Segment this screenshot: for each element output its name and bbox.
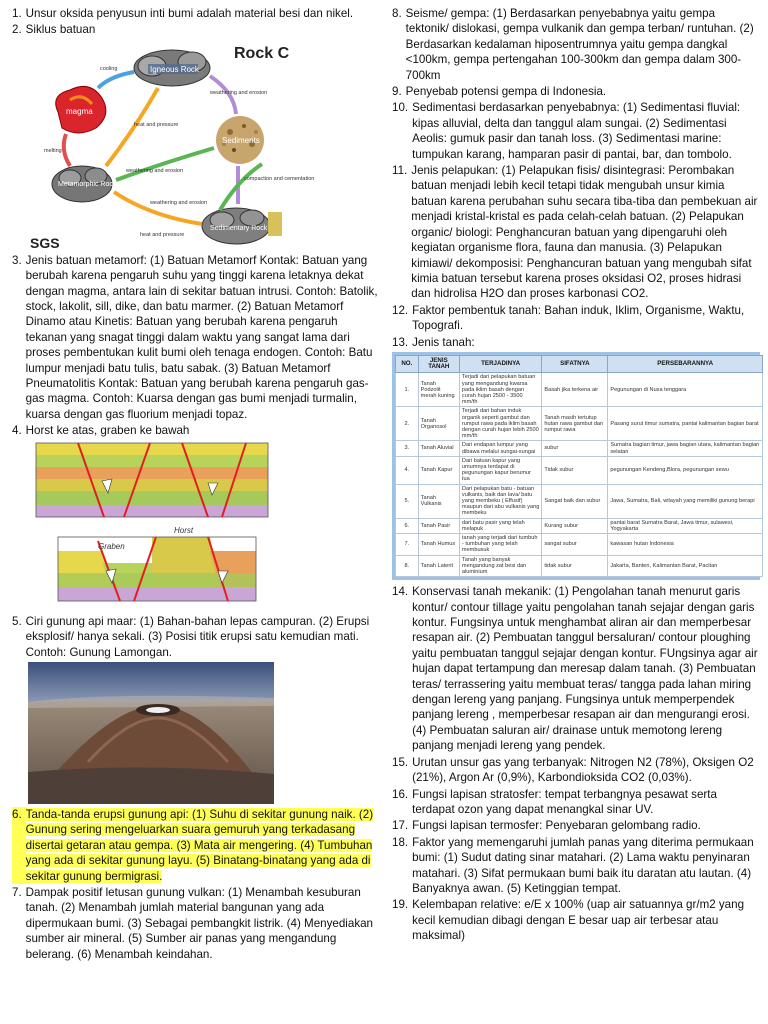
maar-volcano-photo xyxy=(28,662,274,804)
rock-cycle-title: Rock C xyxy=(234,44,290,62)
table-row xyxy=(396,518,763,533)
list-item-4 xyxy=(12,423,378,438)
item-text: Sedimentasi berdasarkan penyebabnya: (1) Sedimentasi fluvial: kipas alluvial, delta dan tanggul alam sungai. (2) Sedimentasi Aeolis: gumuk pasir dan tanah loss. (3) Sedimentasi marine: tumpukan karang, hamparan pasir di pantai, bar, dan tombolo. xyxy=(412,101,741,161)
fault-block-bottom xyxy=(58,537,256,601)
table-cell: Tanah masih tertutup hutan rawa gambut dan rumput rawa xyxy=(542,407,608,441)
list-item-12 xyxy=(392,303,760,334)
item-text: Seisme/ gempa: (1) Berdasarkan penyebabnya yaitu gempa tektonik/ dislokasi, gempa vulkanik dan gempa terban/ runtuhan. (2) Berdasarkan kedalaman hiposentrumnya yaitu gempa dangkal <100km, gempa pertengahan 100-300km dan gempa dalam 300-700km xyxy=(405,7,754,82)
table-cell: Dari endapan lumpur yang dibawa melalui sungai-sungai xyxy=(459,441,541,456)
list-item-5 xyxy=(12,614,378,660)
item-number: 10. xyxy=(392,101,409,115)
item-number: 19. xyxy=(392,898,409,912)
table-cell: 1. xyxy=(396,373,419,407)
table-cell: Terjadi dari bahan induk organik seperti gambut dan rumput rawa pada iklim basah dengan curah hujan lebih 2500 mm/th xyxy=(459,407,541,441)
table-cell: tidak subur xyxy=(542,555,608,577)
item-number: 16. xyxy=(392,787,409,801)
table-cell: Pegunungan di Nusa tenggara xyxy=(608,373,763,407)
list-item-8 xyxy=(392,6,760,83)
metamorphic-label: Metamorphic Rock xyxy=(58,180,117,188)
label-heat-pressure-2: heat and pressure xyxy=(140,231,185,238)
table-cell: Tanah Humus xyxy=(418,534,459,556)
table-cell: 2. xyxy=(396,407,419,441)
horst-graben-diagram xyxy=(32,441,272,611)
table-cell: sangat subur xyxy=(542,534,608,556)
volcano-image xyxy=(28,662,274,804)
item-text: Faktor yang memengaruhi jumlah panas yang diterima permukaan bumi: (1) Sudut dating sinar matahari. (2) Lama waktu penyinaran matahari. (3) Sifat permukaan bumi baik itu daratan atu lautan. (4) Banyaknya awan. (5) Ketinggian tempat. xyxy=(412,835,754,895)
header-sifatnya: SIFATNYA xyxy=(542,355,608,372)
item-text: Konservasi tanah mekanik: (1) Pengolahan tanah menurut garis kontur/ contour tillage yaitu pengolahan tanah sejajar dengan garis kontur. Fungsinya untuk menghambat aliran air dan memperbesar resapan air. (2) Pembuatan tanggul bersaluran/ contour ploughing yaitu pembuatan tanggul sejajar dengan kontur. FUngsinya agar air hujan dapat tertampung dan meresap dalam tanah. (3) Pembuatan teras/ terrassering yaitu membuat teras/ tangga pada lahan miring dengan lereng yang panjang. Fungsinya untuk memperpendek panjang lereng , memperbesar resapan air dan mengurangi erosi. (4) Pembuatan saluran air/ drainase untuk memotong lereng panjang menjadi lereng yang pendek. xyxy=(412,585,758,753)
item-text: Dampak positif letusan gunung vulkan: (1) Menambah kesuburan tanah. (2) Menambah jumlah material bangunan yang ada dipermukaan bumi. (3) Sebagai pembangkit listrik. (4) Menyediakan sumber air mineral. (5) Sumber air panas yang mengandung belerang. (6) Menambah keindahan. xyxy=(25,885,374,961)
item-text: Jenis pelapukan: (1) Pelapukan fisis/ disintegrasi: Perombakan batuan menjadi lebih kecil tetapi tidak mengubah unsur kimia batuan karena perubahan suhu secara tiba-tiba dan pembekuan air menjadi kristal-kristal es pada celah-celah batuan. (2) Pelapukan organic/ biologi: Penghancuran batuan yang dipengaruhi oleh kegiatan organisme flora, fauna dan manusia. (3) Pelapukan kimiawi/ dekomposisi: Penghancuran batuan yang mengubah sifat kimia batuan tersebut karena proses oksidasi O2, proses hidrasi dan hidrolisa H2O dan proses karbonasi CO2. xyxy=(411,164,758,301)
table-row xyxy=(396,534,763,556)
item-text: Unsur oksida penyusun inti bumi adalah material besi dan nikel. xyxy=(25,7,354,20)
header-jenis: JENIS TANAH xyxy=(418,355,459,372)
table-header-row xyxy=(396,355,763,372)
label-weathering-3: weathering and erosion xyxy=(150,199,208,206)
table-cell: Sangat baik dan subur xyxy=(542,484,608,518)
table-cell: Tanah Pasir xyxy=(418,518,459,533)
table-cell: Tanah Vulkanis xyxy=(418,484,459,518)
label-weathering-1: weathering and erosion xyxy=(210,89,268,96)
table-cell: Sumatra bagian timur, jawa bagian utara, kalimantan bagian selatan xyxy=(608,441,763,456)
item-text: Fungsi lapisan termosfer: Penyebaran gelombang radio. xyxy=(412,819,701,833)
table-cell: Pasang surut timur sumatra, pantai kalimantan bagian barat xyxy=(608,407,763,441)
item-number: 18. xyxy=(392,835,409,849)
header-terjadinya: TERJADINYA xyxy=(459,355,541,372)
table-row xyxy=(396,407,763,441)
rock-cycle-footer: SGS xyxy=(30,234,60,251)
table-cell: subur xyxy=(542,441,608,456)
table-cell: 3. xyxy=(396,441,419,456)
rock-cycle-diagram xyxy=(30,40,315,251)
soil-table-frame xyxy=(392,352,760,580)
list-item-14 xyxy=(392,584,760,753)
table-cell: dari batu pasir yang telah melapuk xyxy=(459,518,541,533)
item-number: 3. xyxy=(12,253,22,267)
item-text: Fungsi lapisan stratosfer: tempat terbangnya pesawat serta terdapat ozon yang dapat menangkal sinar UV. xyxy=(412,787,717,816)
item-number: 5. xyxy=(12,614,22,628)
item-text: Jenis batuan metamorf: (1) Batuan Metamorf Kontak: Batuan yang berubah karena pengaruh suhu yang tinggi karena letaknya dekat dengan magma, antara lain di sekitar batuan intrusi. Contoh: Batolik, stock, lakolit, sill, dike, dan batu marmer. (2) Batuan Metamorf Dinamo atau Kinetis: Batuan yang berubah karena pengaruh tekanan yang snagat tinggi dalam waktu yang sangat lama dari proses pembentukan kulit bumi oleh tenaga endogen. Contoh: Batu lumpur menjadi batu tulis, batu sabak. (3) Batuan Metamorf Pneumatolitis Kontak: Batuan yang berubah karena pengaruh gas-gas magma. Contoh: Kuarsa dengan gas bumi menjadi turmalin, kuarsa dengan gas fluorium menjadi topaz. xyxy=(25,253,378,421)
list-item-11 xyxy=(392,163,760,302)
table-cell: kawasan hutan Indonesia xyxy=(608,534,763,556)
item-number: 6. xyxy=(12,807,26,884)
table-row xyxy=(396,456,763,484)
table-cell: Tanah Kapur xyxy=(418,456,459,484)
label-weathering-2: weathering and erosion xyxy=(126,167,184,174)
item-text: Kelembapan relative: e/E x 100% (uap air satuannya gr/m2 yang kecil kemudian dibagi dengan E besar uap air terbesar atau maksimal) xyxy=(412,898,745,943)
label-melting: melting xyxy=(44,147,62,154)
list-item-2 xyxy=(12,22,378,37)
list-item-16 xyxy=(392,787,760,818)
label-heat-pressure-1: heat and pressure xyxy=(134,121,179,128)
item-text: Ciri gunung api maar: (1) Bahan-bahan lepas campuran. (2) Erupsi eksplosif/ hanya sekali. (3) Posisi titik erupsi satu kemudian mati. Contoh: Gunung Lamongan. xyxy=(25,614,370,659)
list-item-6 xyxy=(12,807,378,884)
list-item-7 xyxy=(12,885,378,962)
highlighted-text: Tanda-tanda erupsi gunung api: (1) Suhu di sekitar gunung naik. (2) Gunung sering mengeluarkan suara gemuruh yang terkadasang disertai getaran atau gempa. (3) Mata air mengering. (4) Tumbuhan yang ada di sekitar gunung layu. (5) Binatang-binatang yang ada di sekitar gunung bermigrasi. xyxy=(25,807,374,883)
table-cell: Tanah yang banyak mengandung zat besi dan aluminium xyxy=(459,555,541,577)
table-cell: 8. xyxy=(396,555,419,577)
label-compaction: compaction and cementation xyxy=(244,175,315,182)
table-cell: Dari pelapukan batu - batuan vulkanis, baik dan lava/ batu yang membeku ( Effusif) maupun dari abu vulkanis yang membeku xyxy=(459,484,541,518)
table-cell: Tanah Organosol xyxy=(418,407,459,441)
item-text: Jenis tanah: xyxy=(412,335,475,349)
table-cell: Tanah Laterit xyxy=(418,555,459,577)
sedimentary-label: Sedimentary Rock xyxy=(210,224,268,232)
table-cell: Terjadi dari pelapukan batuan yang mengandung kwarsa pada iklim basah dengan curah hujan 2500 - 3500 mm/th xyxy=(459,373,541,407)
table-row xyxy=(396,555,763,577)
header-persebaran: PERSEBARANNYA xyxy=(608,355,763,372)
list-item-19 xyxy=(392,897,760,943)
item-number: 12. xyxy=(392,303,409,317)
item-text: Penyebab potensi gempa di Indonesia. xyxy=(405,85,607,99)
fault-block-top xyxy=(36,443,268,517)
item-text: Urutan unsur gas yang terbanyak: Nitrogen N2 (78%), Oksigen O2 (21%), Argon Ar (0,9%), Karbondioksida CO2 (0,03%). xyxy=(412,755,754,785)
table-cell: Jakarta, Banten, Kalimantan Barat, Pacitan xyxy=(608,555,763,577)
table-cell: Basah jika terkena air xyxy=(542,373,608,407)
label-cooling: cooling xyxy=(100,65,118,72)
horst-label: Horst xyxy=(174,525,194,535)
item-number: 17. xyxy=(392,819,409,833)
item-number: 15. xyxy=(392,755,409,769)
list-item-18 xyxy=(392,835,760,897)
item-number: 9. xyxy=(392,85,402,99)
table-cell: Kurang subur xyxy=(542,518,608,533)
table-cell: pantai barat Sumatra Barat, Jawa timur, sulawesi, Yogyakarta xyxy=(608,518,763,533)
item-text: Faktor pembentuk tanah: Bahan induk, Iklim, Organisme, Waktu, Topografi. xyxy=(412,303,745,333)
list-item-9 xyxy=(392,84,760,99)
list-item-15 xyxy=(392,755,760,786)
table-cell: Jawa, Sumatra, Bali, wilayah yang memiliki gunung berapi xyxy=(608,484,763,518)
list-item-17 xyxy=(392,818,760,833)
list-item-13 xyxy=(392,335,760,350)
table-cell: tanah yang terjadi dari tumbuh - tumbuhan yang telah membusuk xyxy=(459,534,541,556)
table-cell: 6. xyxy=(396,518,419,533)
soil-types-table xyxy=(395,355,763,577)
sediments-label: Sediments xyxy=(222,135,260,145)
list-item-1 xyxy=(12,6,378,21)
left-column xyxy=(12,6,378,963)
item-number: 2. xyxy=(12,23,22,37)
fault-figure xyxy=(32,441,272,611)
item-number: 13. xyxy=(392,335,409,349)
table-cell: pegunungan Kendeng,Blora, pegunungan sewu xyxy=(608,456,763,484)
item-number: 14. xyxy=(392,585,409,599)
magma-label: magma xyxy=(66,106,93,116)
item-text: Horst ke atas, graben ke bawah xyxy=(25,424,190,438)
table-cell: Tidak subur xyxy=(542,456,608,484)
item-number: 11. xyxy=(392,164,408,178)
table-row xyxy=(396,441,763,456)
item-text: Siklus batuan xyxy=(25,23,96,37)
table-cell: 4. xyxy=(396,456,419,484)
igneous-label: Igneous Rock xyxy=(150,64,199,74)
table-cell: 7. xyxy=(396,534,419,556)
right-column xyxy=(392,6,760,945)
table-cell: 5. xyxy=(396,484,419,518)
item-number: 1. xyxy=(12,7,22,20)
table-cell: Dari batuan kapur yang umumnya terdapat di pegunungan kapur berumur tua xyxy=(459,456,541,484)
list-item-3 xyxy=(12,253,378,422)
graben-label: Graben xyxy=(98,541,125,551)
item-number: 4. xyxy=(12,424,22,438)
table-row xyxy=(396,484,763,518)
item-number: 7. xyxy=(12,885,22,899)
item-number: 8. xyxy=(392,7,402,20)
table-cell: Tanah Aluvial xyxy=(418,441,459,456)
list-item-10 xyxy=(392,100,760,162)
header-no: NO. xyxy=(396,355,419,372)
table-cell: Tanah Podzolit merah kuning xyxy=(418,373,459,407)
table-row xyxy=(396,373,763,407)
soil-table-body xyxy=(396,373,763,577)
rock-cycle-figure xyxy=(30,40,315,251)
